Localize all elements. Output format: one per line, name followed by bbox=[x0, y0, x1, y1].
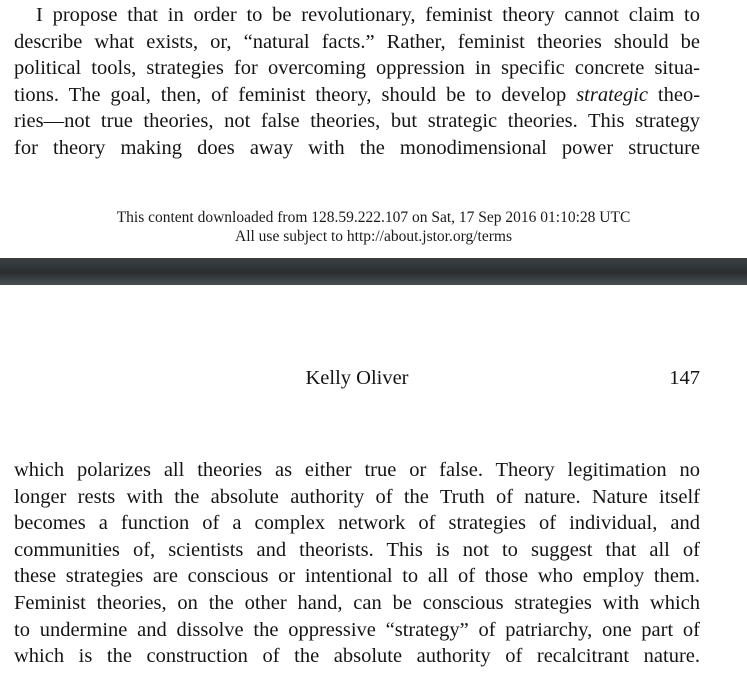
jstor-terms-line: All use subject to http://about.jstor.org/terms bbox=[235, 228, 512, 245]
text-segment: tions. The goal, then, of feminist theory, should be to develop bbox=[14, 83, 567, 106]
page-number: 147 bbox=[669, 367, 700, 389]
text-line: these strategies are conscious or intentional to all of those who employ them. bbox=[14, 565, 700, 588]
text-line bbox=[14, 82, 700, 109]
jstor-download-line: This content downloaded from 128.59.222.107 on Sat, 17 Sep 2016 01:10:28 UTC bbox=[116, 209, 631, 226]
top-paragraph bbox=[14, 2, 700, 162]
text-line: I propose that in order to be revolutionary, feminist theory cannot claim to bbox=[36, 4, 700, 26]
emphasis-text: strategic bbox=[576, 83, 648, 106]
text-line: describe what exists, or, “natural facts.” Rather, feminist theories should be bbox=[14, 30, 700, 53]
text-line: Feminist theories, on the other hand, can be conscious strategies with which bbox=[14, 591, 700, 614]
text-line: which is the construction of the absolute authority of recalcitrant nature. bbox=[14, 645, 700, 668]
text-line: for theory making does away with the monodimensional power structure bbox=[14, 136, 700, 159]
bottom-paragraph bbox=[14, 457, 700, 670]
page-divider bbox=[0, 258, 747, 285]
jstor-notice bbox=[0, 208, 747, 246]
text-segment: theo- bbox=[647, 83, 701, 106]
top-page bbox=[0, 0, 747, 258]
text-line: which polarizes all theories as either true or false. Theory legitimation no bbox=[14, 459, 700, 481]
bottom-page bbox=[0, 285, 747, 695]
text-line: ries—not true theories, not false theories, but strategic theories. This strategy bbox=[14, 110, 700, 133]
text-line: political tools, strategies for overcoming oppression in specific concrete situa- bbox=[14, 57, 700, 80]
text-line: becomes a function of a complex network of strategies of individual, and bbox=[14, 512, 700, 535]
running-head-author: Kelly Oliver bbox=[305, 367, 409, 389]
text-line: to undermine and dissolve the oppressive “strategy” of patriarchy, one part of bbox=[14, 618, 700, 641]
text-line: longer rests with the absolute authority of the Truth of nature. Nature itself bbox=[14, 485, 700, 508]
text-line: communities of, scientists and theorists. This is not to suggest that all of bbox=[14, 538, 700, 561]
